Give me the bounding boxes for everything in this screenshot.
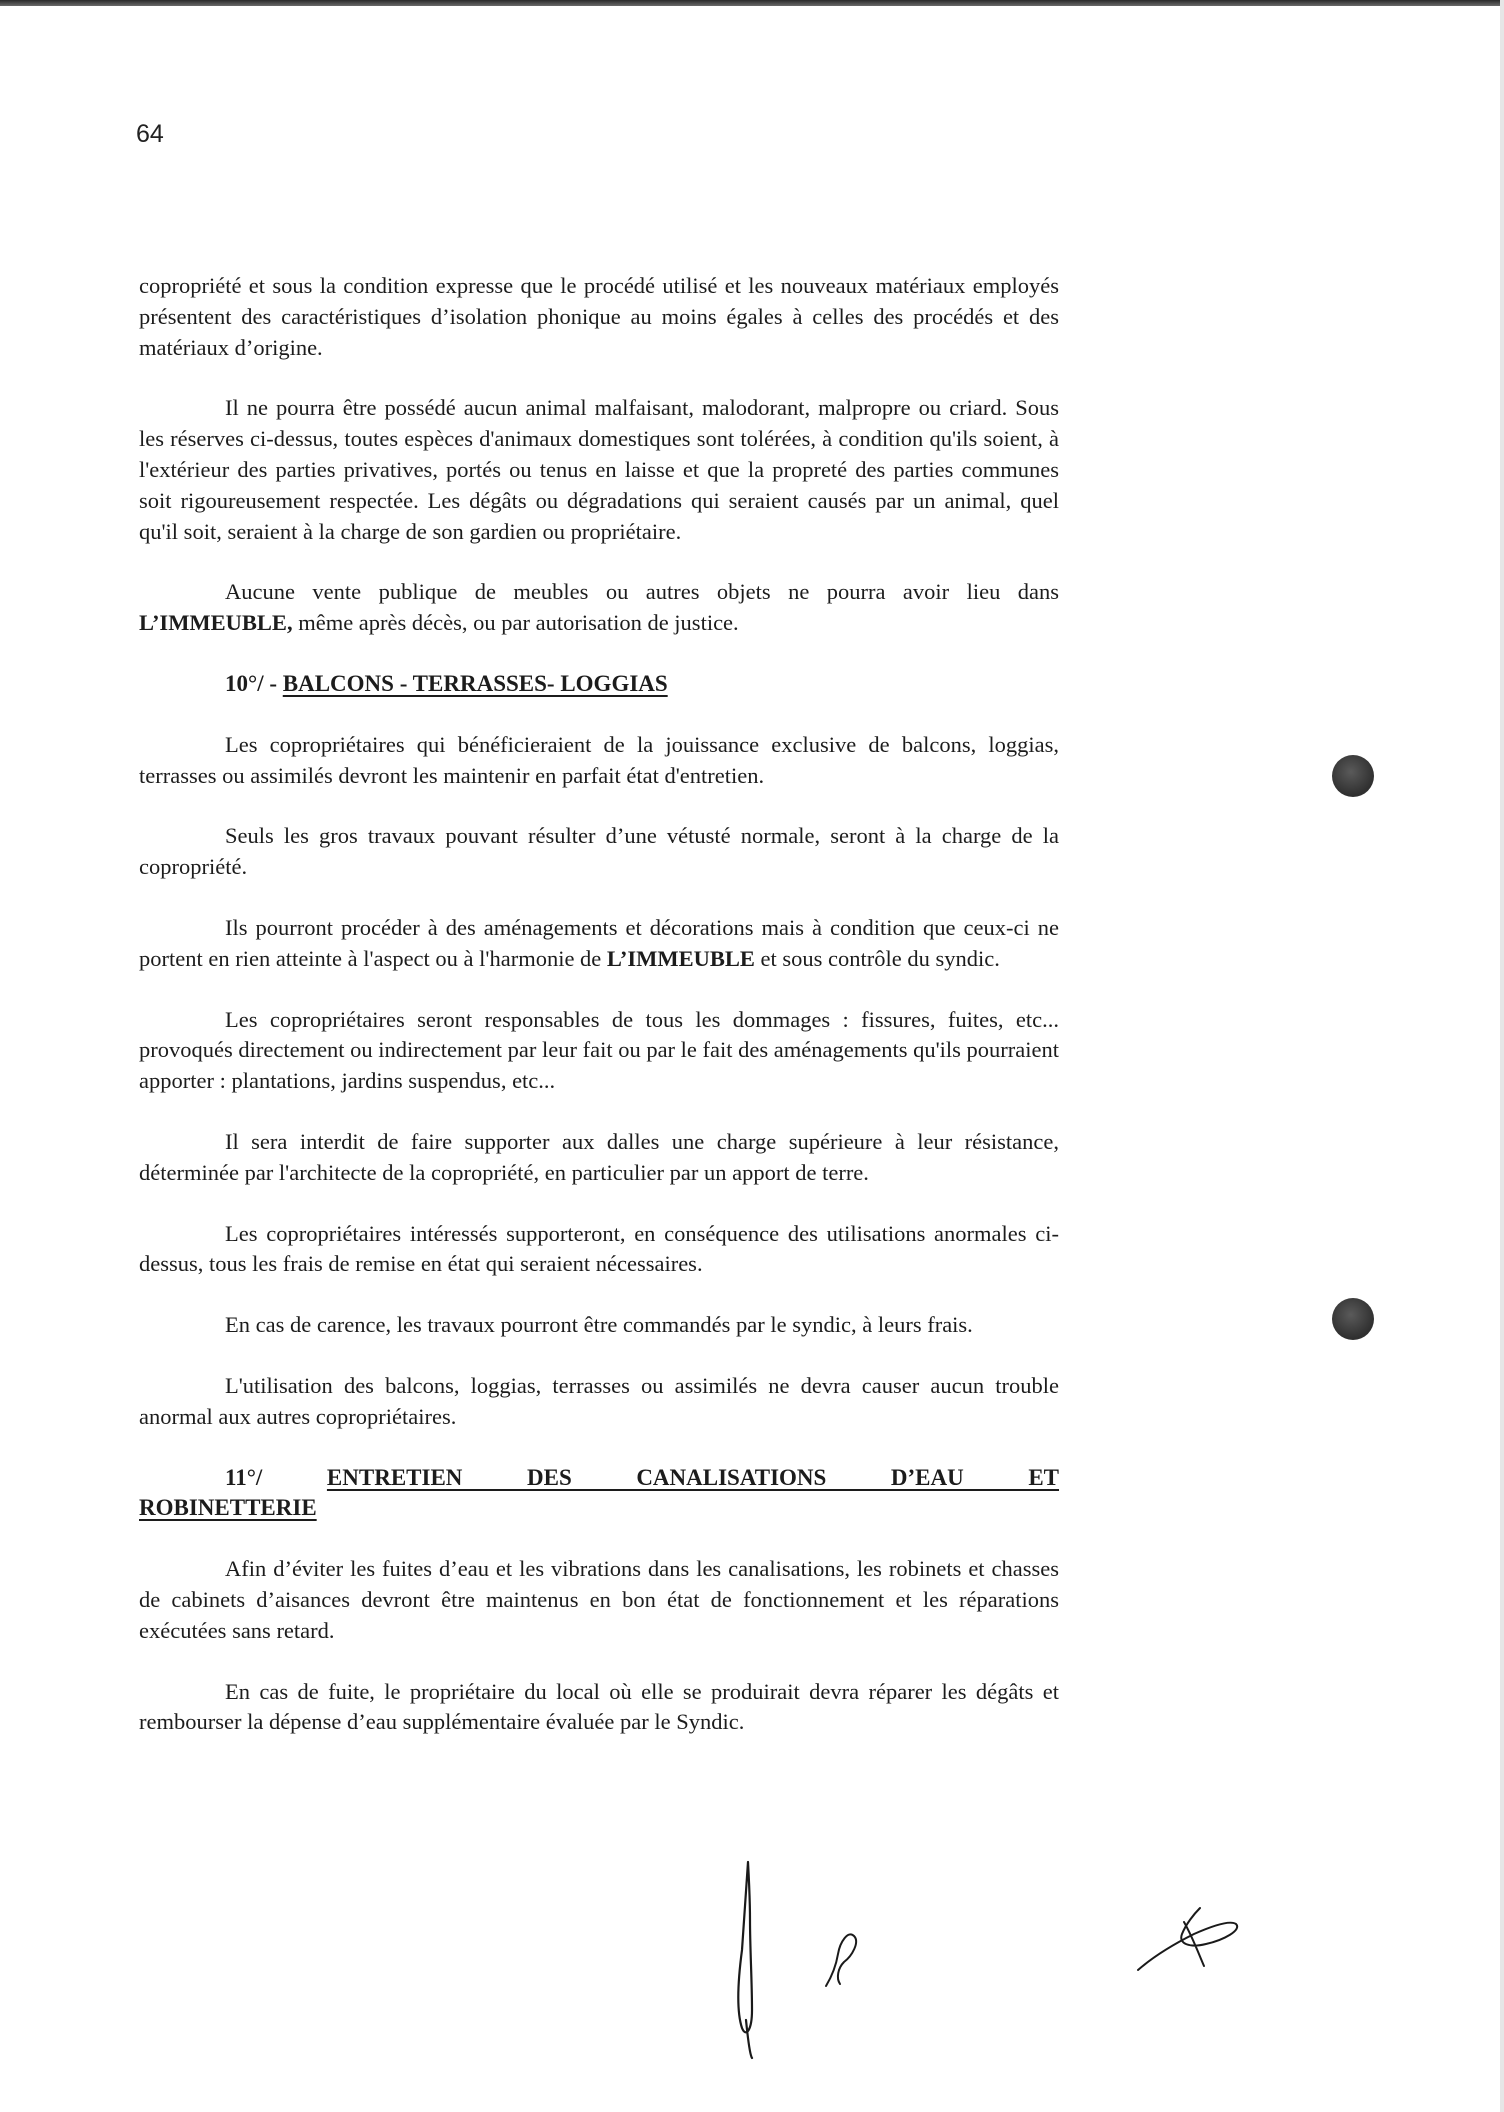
paragraph-usage: L'utilisation des balcons, loggias, terrasses ou assimilés ne devra causer aucun trouble anormal aux autres copropriétaires.	[139, 1372, 1059, 1429]
punch-hole-mark	[1332, 755, 1374, 797]
signature-initials-2	[818, 1916, 868, 1996]
scan-right-edge	[1500, 0, 1504, 2112]
paragraph-major-works: Seuls les gros travaux pouvant résulter d’une vétusté normale, seront à la charge de la copropriété.	[139, 823, 1059, 880]
paragraph-public-sale-end: même après décès, ou par autorisation de justice.	[292, 610, 739, 636]
signature-initials-3	[1134, 1900, 1244, 1980]
document-body	[139, 271, 1059, 1768]
paragraph-repair-costs: Les copropriétaires intéressés supporteront, en conséquence des utilisations anormales ci-dessus, tous les frais de remise en état qui seraient nécessaires.	[139, 1220, 1059, 1277]
paragraph-slab-load: Il sera interdit de faire supporter aux dalles une charge supérieure à leur résistance, déterminée par l'architecte de la copropriété, en particulier par un apport de terre.	[139, 1128, 1059, 1185]
paragraph-default: En cas de carence, les travaux pourront être commandés par le syndic, à leurs frais.	[225, 1312, 973, 1338]
section-number-10: 10°/ -	[225, 670, 277, 696]
section-title-11: ENTRETIEN DES CANALISATIONS D’EAU ET ROBINETTERIE	[139, 1464, 1060, 1521]
paragraph-balcony-maintenance: Les copropriétaires qui bénéficieraient de la jouissance exclusive de balcons, loggias, terrasses ou assimilés devront les maintenir en parfait état d'entretien.	[139, 731, 1059, 788]
page-number: 64	[136, 120, 164, 148]
immeuble-term: L’IMMEUBLE,	[139, 610, 293, 636]
punch-hole-mark	[1332, 1298, 1374, 1340]
paragraph-decorations-end: et sous contrôle du syndic.	[754, 945, 1000, 971]
paragraph-leak-repair: En cas de fuite, le propriétaire du local où elle se produirait devra réparer les dégâts et rembourser la dépense d’eau supplémentaire évaluée par le Syndic.	[139, 1678, 1059, 1735]
paragraph-water-leaks: Afin d’éviter les fuites d’eau et les vibrations dans les canalisations, les robinets et chasses de cabinets d’aisances devront être maintenus en bon état de fonctionnement et les réparations exécutées sans retard.	[139, 1556, 1059, 1643]
paragraph-decorations-text: Ils pourront procéder à des aménagements et décorations mais à condition que ceux-ci ne portent en rien atteinte à l'aspect ou à l'harmonie de	[139, 914, 1059, 971]
immeuble-term: L’IMMEUBLE	[606, 945, 755, 971]
section-number-11: 11°/	[225, 1464, 263, 1490]
paragraph-continuation: copropriété et sous la condition expresse que le procédé utilisé et les nouveaux matériaux employés présentent des caractéristiques d’isolation phonique au moins égales à celles des procédés et des matériaux d’origine.	[139, 273, 1059, 360]
signature-initials-1	[728, 1860, 768, 2060]
paragraph-decorations	[139, 913, 1059, 975]
scan-top-edge	[0, 0, 1504, 6]
paragraph-public-sale-text: Aucune vente publique de meubles ou autres objets ne pourra avoir lieu dans	[225, 579, 1059, 605]
paragraph-public-sale	[139, 577, 1059, 639]
paragraph-damages: Les copropriétaires seront responsables de tous les dommages : fissures, fuites, etc... provoqués directement ou indirectement par leur fait ou par le fait des aménagements qu'ils pourraient apporter : plantations, jardins suspendus, etc...	[139, 1006, 1059, 1094]
paragraph-animals: Il ne pourra être possédé aucun animal malfaisant, malodorant, malpropre ou criard. Sous les réserves ci-dessus, toutes espèces d'animaux domestiques sont tolérées, à condition qu'ils soient, à l'extérieur des parties privatives, portés ou tenus en laisse et que la propreté des parties communes soit rigoureusement respectée. Les dégâts ou dégradations qui seraient causés par un animal, quel qu'il soit, seraient à la charge de son gardien ou propriétaire.	[139, 395, 1059, 544]
section-heading-10	[139, 669, 1059, 700]
section-title-10: BALCONS - TERRASSES- LOGGIAS	[282, 670, 668, 696]
section-heading-11	[139, 1463, 1059, 1525]
